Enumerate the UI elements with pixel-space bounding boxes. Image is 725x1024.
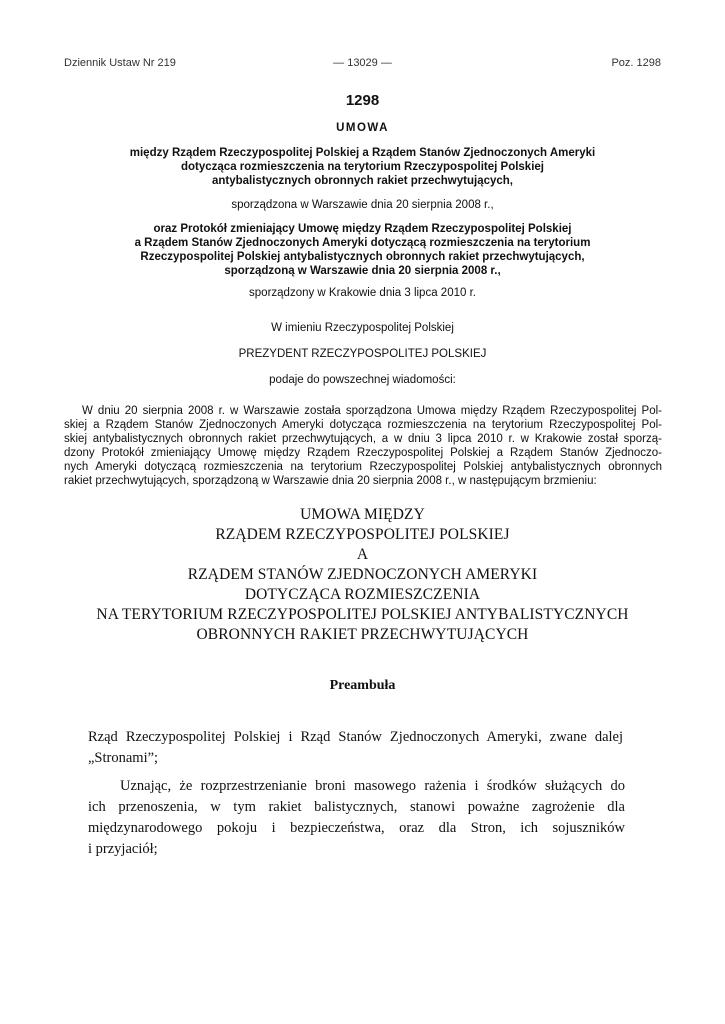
treaty-title-line: RZĄDEM STANÓW ZJEDNOCZONYCH AMERYKI — [187, 566, 538, 583]
announcement-paragraph — [64, 404, 662, 488]
paragraph-line: dzony Protokół zmieniający Umowę między Rządem Rzeczypospolitej Polskiej a Rządem Stanów Zjednoczo- — [64, 447, 662, 459]
document-heading: UMOWA — [336, 122, 389, 134]
announces-line: podaje do powszechnej wiadomości: — [269, 374, 456, 386]
journal-name: Dziennik Ustaw Nr 219 — [64, 57, 176, 69]
protocol-line: Rzeczypospolitej Polskiej antybalistycznych obronnych rakiet przechwytujących, — [140, 251, 585, 263]
preamble-paragraph-1 — [88, 727, 623, 769]
protocol-line: sporządzoną w Warszawie dnia 20 sierpnia 2008 r., — [224, 265, 501, 277]
paragraph-line: skiej antybalistycznych obronnych rakiet przechwytujących, a w dniu 3 lipca 2010 r. w Krakowie został sporzą- — [64, 433, 662, 445]
document-number: 1298 — [345, 92, 380, 109]
paragraph-line: skiej a Rządem Stanów Zjednoczonych Ameryki dotycząca rozmieszczenia na terytorium Rzeczypospolitej Pol- — [64, 419, 662, 431]
protocol-title — [90, 222, 635, 278]
agreement-title — [90, 146, 635, 188]
protocol-line: oraz Protokół zmieniający Umowę między Rządem Rzeczypospolitej Polskiej — [153, 223, 572, 235]
agreement-line: dotycząca rozmieszczenia na terytorium Rzeczypospolitej Polskiej — [180, 161, 544, 173]
signed-warsaw: sporządzona w Warszawie dnia 20 sierpnia 2008 r., — [231, 199, 494, 211]
paragraph-line: nych Ameryki dotyczącą rozmieszczenia na terytorium Rzeczypospolitej Polskiej antybalistycznych obronnych — [64, 461, 662, 473]
paragraph-line: i przyjaciół; — [88, 841, 158, 857]
paragraph-line: W dniu 20 sierpnia 2008 r. w Warszawie została sporządzona Umowa między Rządem Rzeczypospolitej Pol- — [82, 405, 662, 417]
signed-krakow: sporządzony w Krakowie dnia 3 lipca 2010 r. — [249, 287, 476, 299]
protocol-line: a Rządem Stanów Zjednoczonych Ameryki dotyczącą rozmieszczenia na terytorium — [134, 237, 591, 249]
treaty-title-line: A — [356, 546, 369, 563]
position-number: Poz. 1298 — [611, 57, 661, 69]
treaty-title-line: NA TERYTORIUM RZECZYPOSPOLITEJ POLSKIEJ ANTYBALISTYCZNYCH — [96, 606, 629, 623]
agreement-line: między Rządem Rzeczypospolitej Polskiej a Rządem Stanów Zjednoczonych Ameryki — [129, 147, 596, 159]
treaty-title-line: UMOWA MIĘDZY — [300, 506, 425, 523]
preamble-paragraph-2 — [88, 776, 625, 860]
paragraph-line: międzynarodowego pokoju i bezpieczeństwa, oraz dla Stron, ich sojuszników — [88, 820, 625, 836]
on-behalf-line: W imieniu Rzeczypospolitej Polskiej — [271, 322, 454, 334]
treaty-title-line: RZĄDEM RZECZYPOSPOLITEJ POLSKIEJ — [215, 526, 510, 543]
paragraph-line: rakiet przechwytujących, sporządzoną w Warszawie dnia 20 sierpnia 2008 r., w następującym brzmieniu: — [64, 475, 597, 487]
paragraph-line: Uznając, że rozprzestrzenianie broni masowego rażenia i środków służących do — [120, 778, 625, 794]
agreement-line: antybalistycznych obronnych rakiet przechwytujących, — [211, 175, 513, 187]
preamble-heading: Preambuła — [329, 678, 396, 693]
treaty-title — [0, 505, 725, 645]
treaty-title-line: OBRONNYCH RAKIET PRZECHWYTUJĄCYCH — [196, 626, 529, 643]
paragraph-line: „Stronami”; — [88, 750, 159, 766]
treaty-title-line: DOTYCZĄCA ROZMIESZCZENIA — [244, 586, 481, 603]
page-number: — 13029 — — [333, 57, 392, 69]
paragraph-line: ich przenoszenia, w tym rakiet balistycznych, stanowi poważne zagrożenie dla — [88, 799, 625, 815]
paragraph-line: Rząd Rzeczypospolitej Polskiej i Rząd Stanów Zjednoczonych Ameryki, zwane dalej — [88, 729, 623, 745]
president-line: PREZYDENT RZECZYPOSPOLITEJ POLSKIEJ — [238, 348, 487, 360]
